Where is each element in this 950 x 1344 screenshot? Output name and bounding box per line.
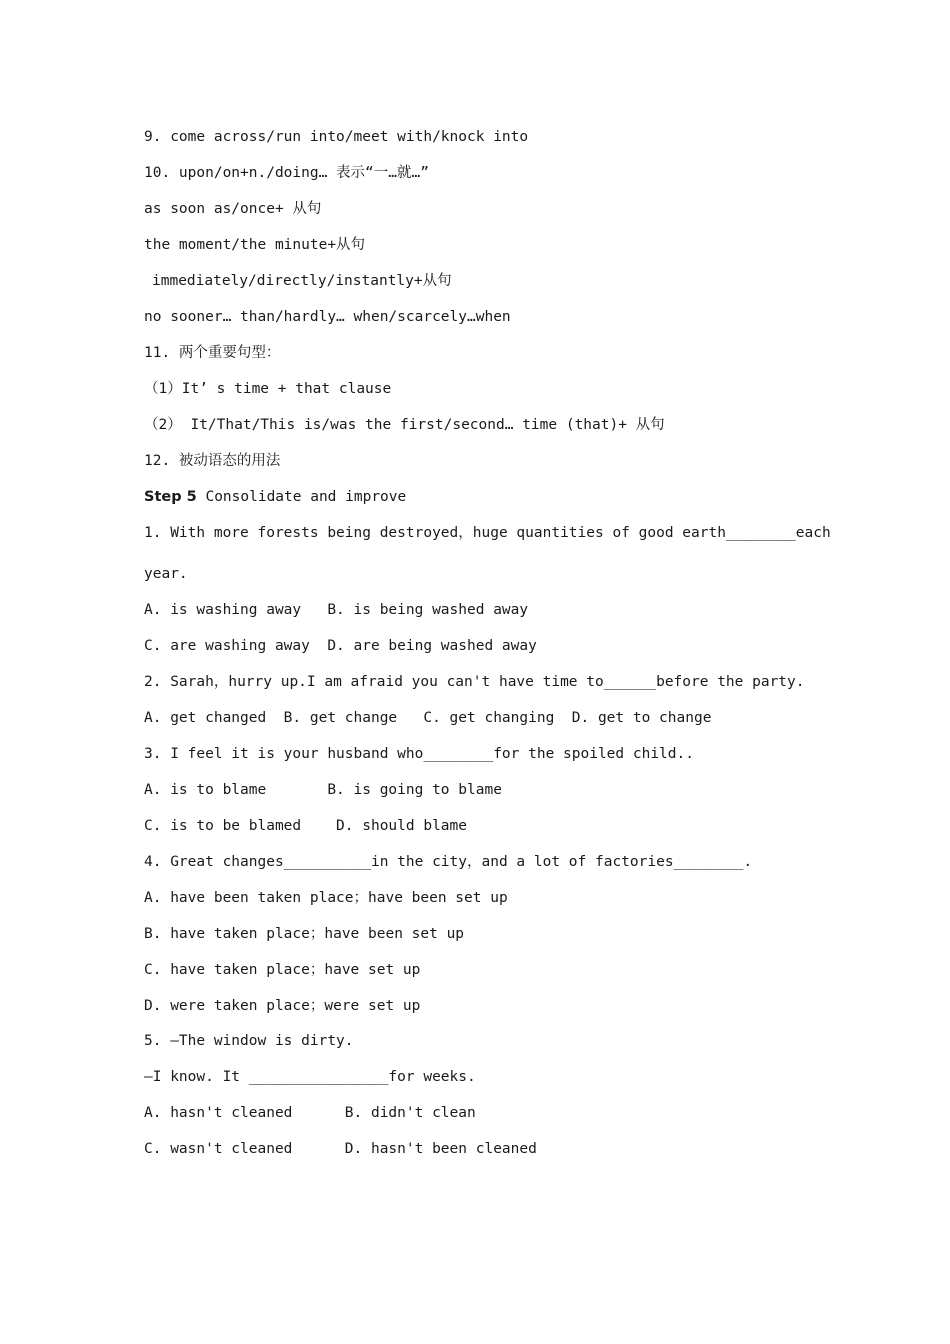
text-line: no sooner… than/hardly… when/scarcely…when	[144, 309, 511, 325]
text-line: immediately/directly/instantly+从句	[152, 273, 452, 289]
text-line: （1）It’ s time + that clause	[144, 381, 392, 397]
option-line: A. is to blame B. is going to blame	[144, 782, 502, 798]
option-line: A. get changed B. get change C. get changing D. get to change	[144, 710, 712, 726]
question-line: 3. I feel it is your husband who________for the spoiled child..	[144, 746, 694, 762]
option-line: C. wasn't cleaned D. hasn't been cleaned	[144, 1141, 537, 1157]
question-line: year.	[144, 566, 188, 582]
option-line: A. have been taken place；have been set up	[144, 890, 508, 906]
option-line: A. is washing away B. is being washed away	[144, 602, 529, 618]
step-title: Consolidate and improve	[196, 489, 407, 505]
text-line: the moment/the minute+从句	[144, 237, 366, 253]
option-line: B. have taken place；have been set up	[144, 926, 465, 942]
option-line: C. are washing away D. are being washed away	[144, 638, 537, 654]
text-line: as soon as/once+ 从句	[144, 201, 322, 217]
text-line: 9. come across/run into/meet with/knock into	[144, 129, 529, 145]
option-line: A. hasn't cleaned B. didn't clean	[144, 1105, 476, 1121]
text-line: 11. 两个重要句型：	[144, 345, 281, 361]
text-line: 12. 被动语态的用法	[144, 453, 281, 469]
option-line: C. is to be blamed D. should blame	[144, 818, 468, 834]
step-heading	[144, 487, 406, 507]
option-line: C. have taken place；have set up	[144, 962, 421, 978]
step-label: Step 5	[144, 489, 197, 505]
text-line: 10. upon/on+n./doing… 表示“一…就…”	[144, 165, 429, 181]
question-line: 1. With more forests being destroyed，huge quantities of good earth________each	[144, 525, 831, 541]
question-line: —I know. It ________________for weeks.	[144, 1069, 476, 1085]
text-line: （2） It/That/This is/was the first/second… time (that)+ 从句	[144, 417, 665, 433]
question-line: 4. Great changes__________in the city，and a lot of factories________.	[144, 854, 753, 870]
question-line: 2. Sarah，hurry up.I am afraid you can't have time to______before the party.	[144, 674, 805, 690]
option-line: D. were taken place；were set up	[144, 998, 421, 1014]
question-line: 5. —The window is dirty.	[144, 1033, 354, 1049]
